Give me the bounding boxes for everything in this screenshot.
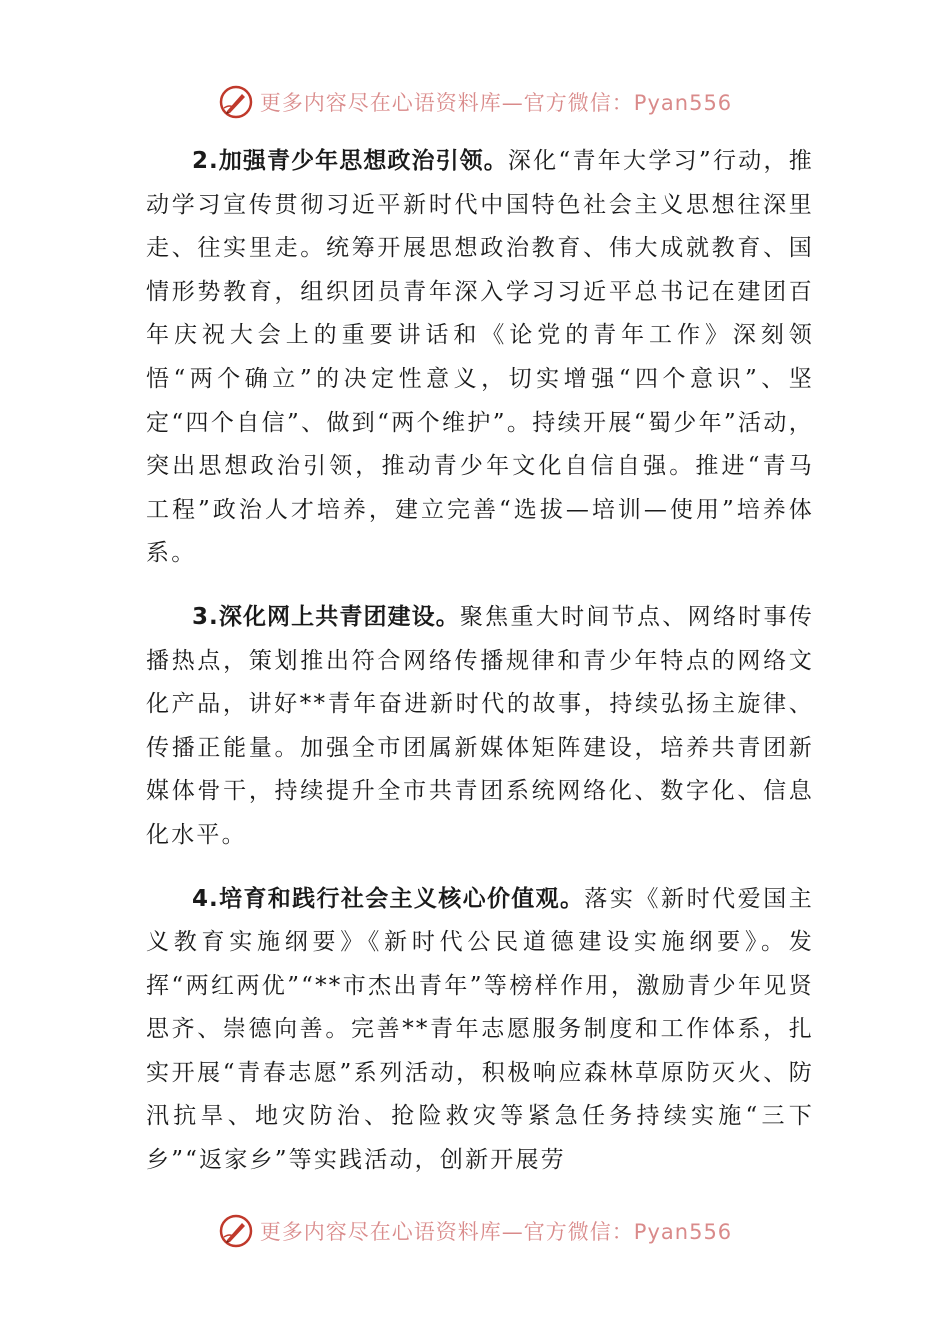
header-watermark [0, 84, 950, 120]
watermark-text: 更多内容尽在心语资料库—官方微信：Pyan556 [259, 91, 733, 115]
pen-logo-icon [218, 1213, 254, 1249]
watermark-text: 更多内容尽在心语资料库—官方微信：Pyan556 [259, 1220, 733, 1244]
paragraph-3 [146, 596, 814, 858]
paragraph-heading: 4.培育和践行社会主义核心价值观。 [192, 885, 585, 912]
footer-watermark [0, 1213, 950, 1249]
paragraph-4 [146, 878, 814, 1183]
pen-logo-icon [218, 84, 254, 120]
paragraph-heading: 3.深化网上共青团建设。 [192, 603, 460, 630]
paragraph-text: 落实《新时代爱国主义教育实施纲要》《新时代公民道德建设实施纲要》。发挥“两红两优”“**市杰出青年”等榜样作用，激励青少年见贤思齐、崇德向善。完善**青年志愿服务制度和工作体系，扎实开展“青春志愿”系列活动，积极响应森林草原防灭火、防汛抗旱、地灾防治、抢险救灾等紧急任务持续实施“三下乡”“返家乡”等实践活动，创新开展劳 [146, 885, 814, 1174]
paragraph-2 [146, 140, 814, 576]
document-body [146, 140, 814, 1203]
paragraph-heading: 2.加强青少年思想政治引领。 [192, 148, 508, 174]
paragraph-text: 深化“青年大学习”行动，推动学习宣传贯彻习近平新时代中国特色社会主义思想往深里走、往实里走。统筹开展思想政治教育、伟大成就教育、国情形势教育，组织团员青年深入学习习近平总书记在建团百年庆祝大会上的重要讲话和《论党的青年工作》深刻领悟“两个确立”的决定性意义，切实增强“四个意识”、坚定“四个自信”、做到“两个维护”。持续开展“蜀少年”活动，突出思想政治引领，推动青少年文化自信自强。推进“青马工程”政治人才培养，建立完善“选拔—培训—使用”培养体系。 [146, 148, 814, 567]
paragraph-text: 聚焦重大时间节点、网络时事传播热点，策划推出符合网络传播规律和青少年特点的网络文化产品，讲好**青年奋进新时代的故事，持续弘扬主旋律、传播正能量。加强全市团属新媒体矩阵建设，培养共青团新媒体骨干，持续提升全市共青团系统网络化、数字化、信息化水平。 [146, 603, 814, 848]
